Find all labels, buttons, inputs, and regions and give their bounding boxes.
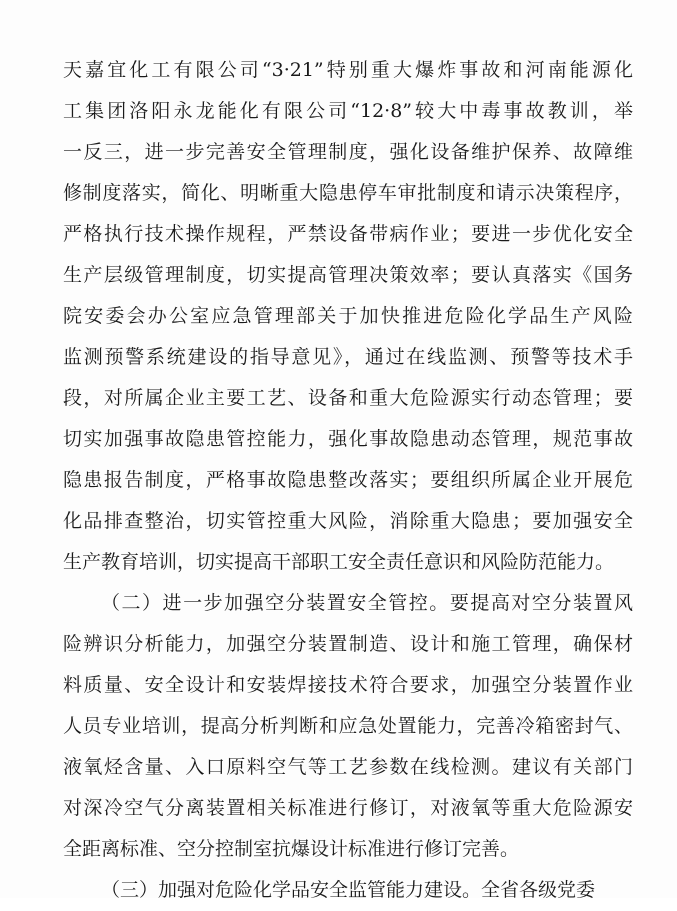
text-line: 隐患报告制度，严格事故隐患整改落实；要组织所属企业开展危 (63, 469, 633, 491)
text-line: 液氧烃含量、入口原料空气等工艺参数在线检测。建议有关部门 (63, 756, 633, 778)
text-line: 生产层级管理制度，切实提高管理决策效率；要认真落实《国务 (63, 264, 633, 286)
section-3-heading-line: （三）加强对危险化学品安全监管能力建设。全省各级党委 (101, 879, 596, 901)
text-line: 一反三，进一步完善安全管理制度，强化设备维护保养、故障维 (63, 141, 633, 163)
text-line-paragraph-end: 全距离标准、空分控制室抗爆设计标准进行修订完善。 (63, 838, 520, 860)
text-line: 修制度落实，简化、明晰重大隐患停车审批制度和请示决策程序， (63, 182, 633, 204)
text-line-paragraph-end: 生产教育培训，切实提高干部职工安全责任意识和风险防范能力。 (63, 551, 615, 573)
text-line: 人员专业培训，提高分析判断和应急处置能力，完善冷箱密封气、 (63, 715, 633, 737)
text-line: 段，对所属企业主要工艺、设备和重大危险源实行动态管理；要 (63, 387, 633, 409)
text-line: 监测预警系统建设的指导意见》，通过在线监测、预警等技术手 (63, 346, 633, 368)
text-line: 化品排查整治，切实管控重大风险，消除重大隐患；要加强安全 (63, 510, 633, 532)
text-line: 院安委会办公室应急管理部关于加快推进危险化学品生产风险 (63, 305, 633, 327)
section-2-heading-line: （二）进一步加强空分装置安全管控。要提高对空分装置风 (101, 592, 633, 614)
text-line: 工集团洛阳永龙能化有限公司“12·8”较大中毒事故教训，举 (63, 100, 633, 122)
text-line: 料质量、安全设计和安装焊接技术符合要求，加强空分装置作业 (63, 674, 633, 696)
text-line: 严格执行技术操作规程，严禁设备带病作业；要进一步优化安全 (63, 223, 633, 245)
text-line: 天嘉宜化工有限公司“3·21”特别重大爆炸事故和河南能源化 (63, 59, 633, 81)
document-body-text (63, 50, 633, 911)
text-line: 险辨识分析能力，加强空分装置制造、设计和施工管理，确保材 (63, 633, 633, 655)
text-line: 对深冷空气分离装置相关标准进行修订，对液氧等重大危险源安 (63, 797, 633, 819)
text-line: 切实加强事故隐患管控能力，强化事故隐患动态管理，规范事故 (63, 428, 633, 450)
